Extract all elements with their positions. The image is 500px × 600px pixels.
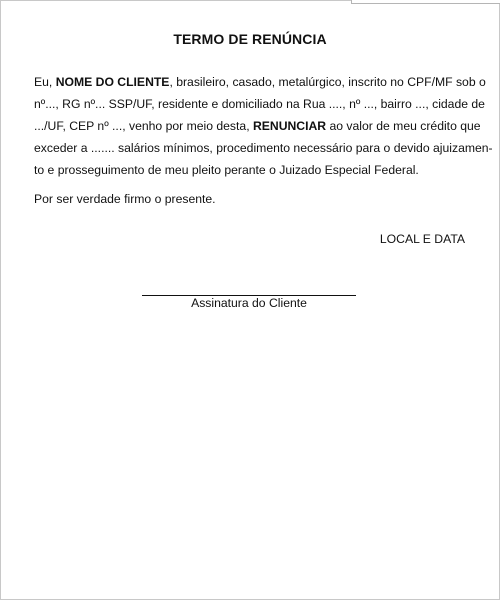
top-tab-edge bbox=[351, 0, 500, 4]
paragraph-line-5: to e prosseguimento de meu pleito perante o Juizado Especial Federal. bbox=[34, 163, 419, 177]
renounce-keyword: RENUNCIAR bbox=[252, 119, 327, 133]
text-segment: ao valor de meu crédito que bbox=[326, 119, 481, 133]
paragraph-line-3 bbox=[34, 115, 481, 137]
text-segment: Eu, bbox=[34, 75, 56, 89]
text-segment: , brasileiro, casado, metalúrgico, inscrito no CPF/MF sob o bbox=[169, 75, 486, 89]
signature-label: Assinatura do Cliente bbox=[191, 296, 307, 310]
place-and-date: LOCAL E DATA bbox=[379, 232, 465, 246]
body-paragraph bbox=[34, 71, 493, 181]
document-title: TERMO DE RENÚNCIA bbox=[173, 31, 327, 47]
paragraph-line-2: nº..., RG nº... SSP/UF, residente e domiciliado na Rua ...., nº ..., bairro ..., cidade de bbox=[34, 97, 485, 111]
text-segment: .../UF, CEP nº ..., venho por meio desta, bbox=[34, 119, 253, 133]
client-name-placeholder: NOME DO CLIENTE bbox=[55, 75, 170, 89]
closing-statement: Por ser verdade firmo o presente. bbox=[34, 192, 216, 206]
paragraph-line-1 bbox=[34, 71, 486, 93]
paragraph-line-4: exceder a ....... salários mínimos, procedimento necessário para o devido ajuizamen- bbox=[34, 141, 493, 155]
